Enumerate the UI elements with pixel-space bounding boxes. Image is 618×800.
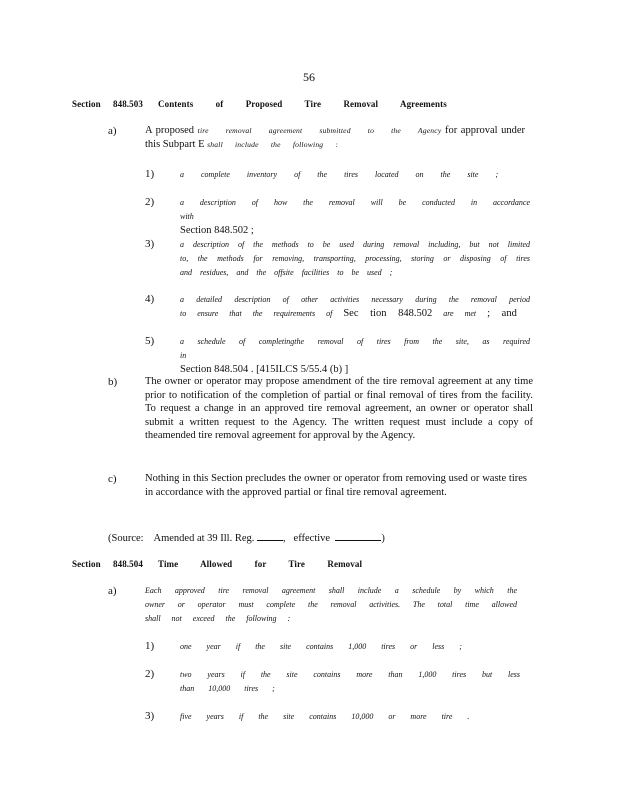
subsection-c-label: c) [108, 473, 117, 485]
section-number: 848.504 [113, 559, 143, 569]
section-number: 848.503 [113, 99, 143, 109]
item-4-label: 4) [145, 293, 155, 305]
date-blank [335, 530, 381, 541]
volume-blank [257, 530, 283, 541]
item-3-label: 3) [145, 238, 155, 250]
subsection-b-text: The owner or operator may propose amendment of the tire removal agreement at any time prior to notification of the completion of partial or final removal of tires from the facility. To request a change in an approved tire removal agreement, an owner or operator shall submit a written request to the Agency. The written request must include a copy of theamended tire removal agreement for approval by the Agency. [145, 376, 533, 441]
item-2-text: a description of how the removal will be conducted in accordance with Section 848.502 ; [180, 198, 530, 236]
item-3-text: five years if the site contains 10,000 or more tire . [180, 712, 470, 721]
section-title: Time Allowed for Tire Removal [158, 559, 363, 569]
subsection-a-text: A proposed tire removal agreement submitted to the Agency for approval under this Subpart E shall include the following : [145, 125, 526, 150]
section-label: Section [72, 99, 101, 109]
item-1-text: a complete inventory of the tires located on the site ; [180, 170, 499, 179]
item-4-text: a detailed description of other activities necessary during the removal period to ensure that the requirements of Sec tion 848.502 are met ; and [180, 295, 530, 319]
item-2-text: two years if the site contains more than 1,000 tires but less than 10,000 tires ; [180, 670, 520, 693]
subsection-a-label: a) [108, 125, 117, 137]
item-2-label: 2) [145, 668, 155, 680]
item-5-label: 5) [145, 335, 155, 347]
item-1-label: 1) [145, 168, 155, 180]
item-3-label: 3) [145, 710, 155, 722]
page-number: 56 [303, 70, 315, 84]
item-3-text: a description of the methods to be used during removal including, but not limited to, the methods for removing, transporting, processing, storing or disposing of tires and residues, and the offsite facilities to be used ; [180, 240, 530, 277]
item-5-text: a schedule of completingthe removal of tires from the site, as required in Section 848.504 . [415ILCS 5/55.4 (b) ] [180, 337, 530, 375]
subsection-c-text: Nothing in this Section precludes the owner or operator from removing used or waste tires in accordance with the approved partial or final tire removal agreement. [145, 473, 527, 498]
source-note: (Source: Amended at 39 Ill. Reg. , effective ) [108, 530, 385, 544]
subsection-a-text: Each approved tire removal agreement shall include a schedule by which the owner or operator must complete the removal activities. The total time allowed shall not exceed the following : [145, 586, 517, 623]
section-title: Contents of Proposed Tire Removal Agreements [158, 99, 447, 109]
item-1-label: 1) [145, 640, 155, 652]
item-1-text: one year if the site contains 1,000 tires or less ; [180, 642, 462, 651]
subsection-b-label: b) [108, 376, 118, 388]
subsection-a-label: a) [108, 585, 117, 597]
item-2-label: 2) [145, 196, 155, 208]
section-label: Section [72, 559, 101, 569]
